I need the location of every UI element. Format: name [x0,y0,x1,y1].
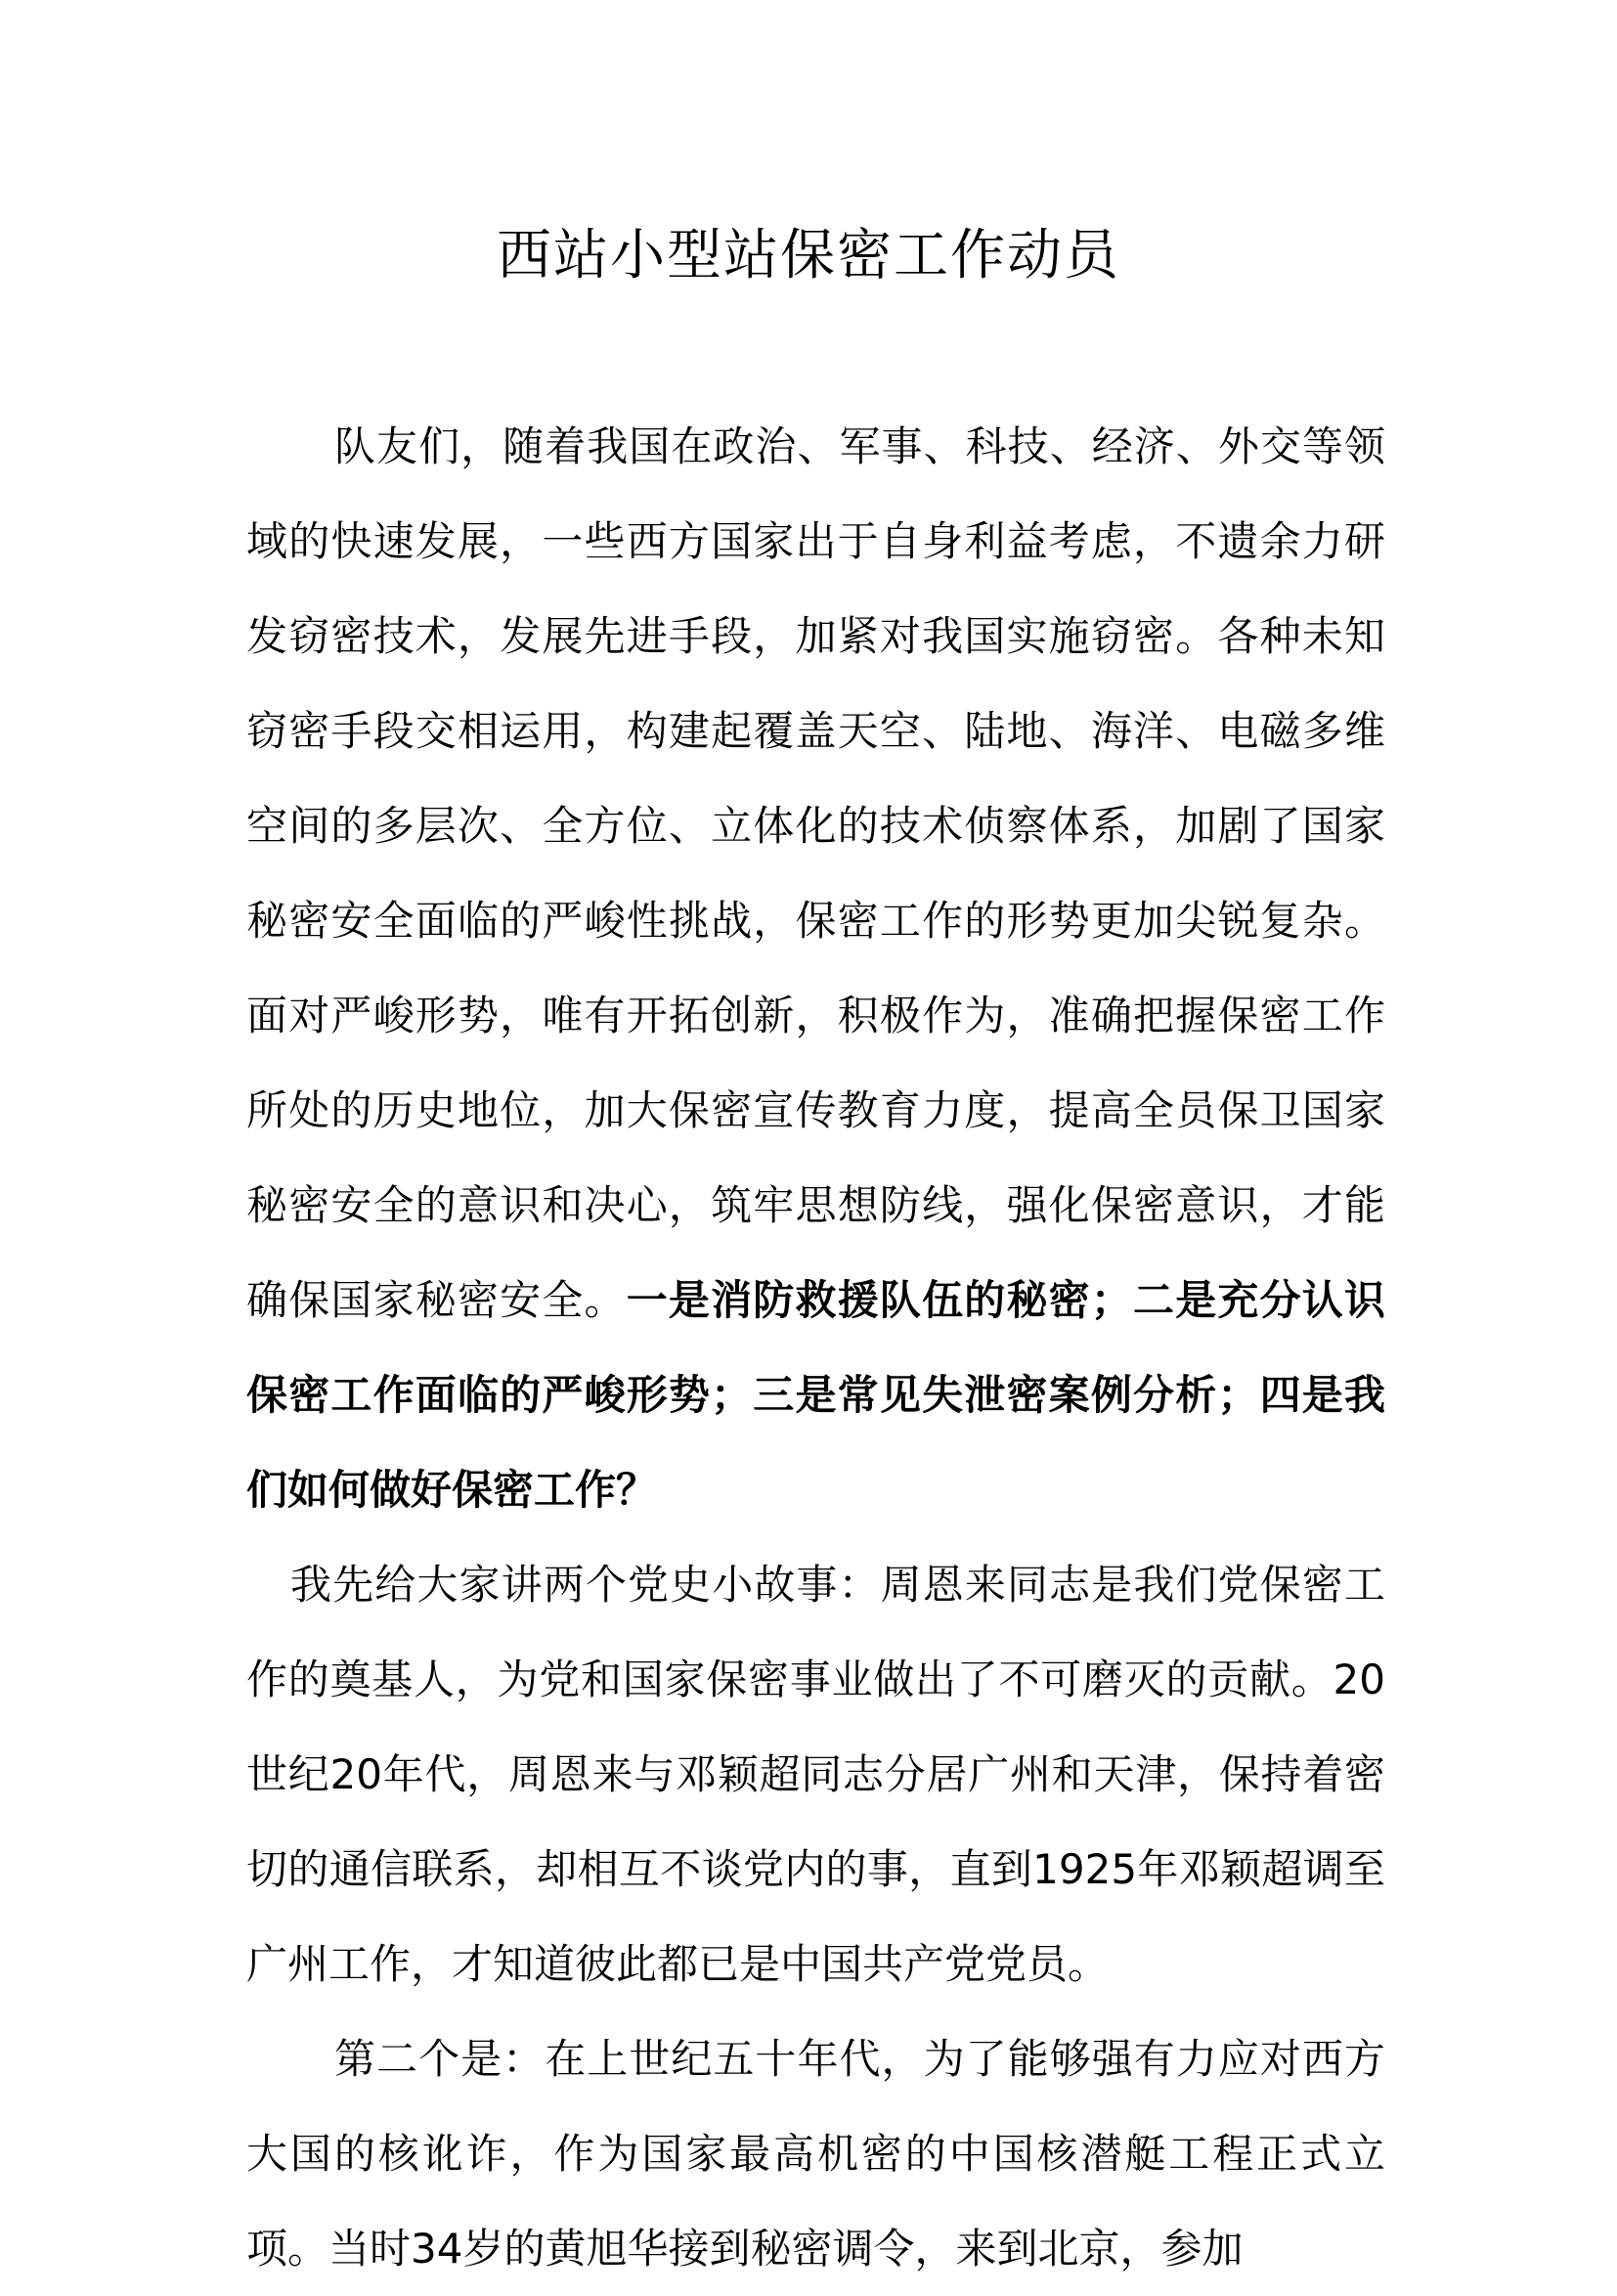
paragraph-intro-text: 队友们，随着我国在政治、军事、科技、经济、外交等领域的快速发展，一些西方国家出于自身利益考虑，不遗余力研发窃密技术，发展先进手段，加紧对我国实施窃密。各种未知窃密手段交相运用，构建起覆盖天空、陆地、海洋、电磁多维空间的多层次、全方位、立体化的技术侦察体系，加剧了国家秘密安全面临的严峻性挑战，保密工作的形势更加尖锐复杂。面对严峻形势，唯有开拓创新，积极作为，准确把握保密工作所处的历史地位，加大保密宣传教育力度，提高全员保卫国家秘密安全的意识和决心，筑牢思想防线，强化保密意识，才能确保国家秘密安全。 [246,422,1385,1324]
document-title: 西站小型站保密工作动员 [497,224,1120,287]
paragraph-intro-outline: 一是消防救援队伍的秘密；二是充分认识保密工作面临的严峻形势；三是常见失泄密案例分析；四是我们如何做好保密工作？ [246,1276,1385,1514]
paragraph-party-history: 我先给大家讲两个党史小故事：周恩来同志是我们党保密工作的奠基人，为党和国家保密事业做出了不可磨灭的贡献。20世纪20年代，周恩来与邓颖超同志分居广州和天津，保持着密切的通信联系，却相互不谈党内的事，直到1925年邓颖超调至广州工作，才知道彼此都已是中国共产党党员。 [246,1561,1385,1988]
paragraph-intro [246,399,1385,1537]
paragraph-second-story: 第二个是：在上世纪五十年代，为了能够强有力应对西方大国的核讹诈，作为国家最高机密的中国核潜艇工程正式立项。当时34岁的黄旭华接到秘密调令，来到北京，参加 [246,2035,1385,2273]
document-body [246,399,1385,2296]
